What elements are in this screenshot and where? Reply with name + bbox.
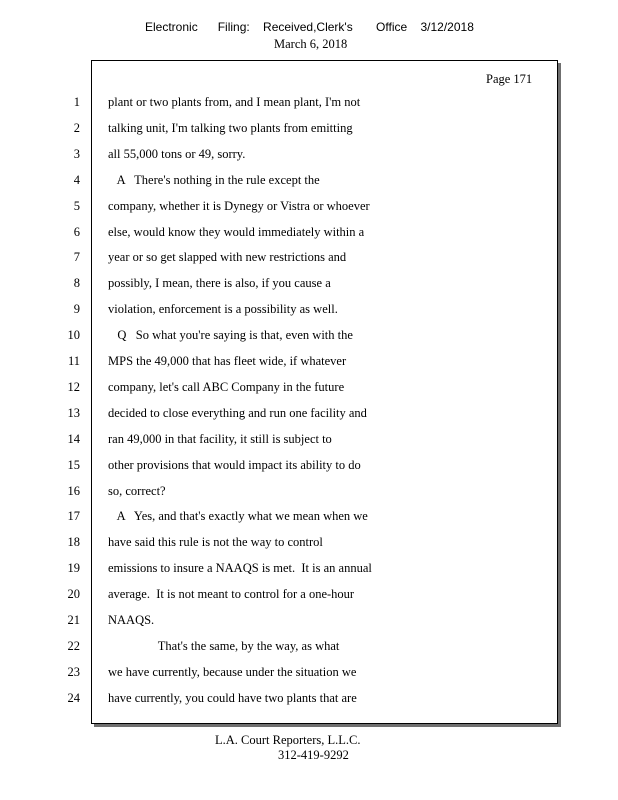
transcript-line: That's the same, by the way, as what [108,639,340,653]
transcript-line: decided to close everything and run one facility and [108,406,367,420]
footer-company: L.A. Court Reporters, L.L.C. [215,733,361,747]
footer-phone: 312-419-9292 [278,748,349,762]
line-number: 5 [73,199,80,213]
line-number: 10 [67,328,80,342]
transcript-line: company, whether it is Dynegy or Vistra or whoever [108,199,370,213]
line-number: 21 [67,613,80,627]
line-number: 20 [67,587,80,601]
line-number: 9 [73,302,80,316]
transcript-line: violation, enforcement is a possibility as well. [108,302,338,316]
line-number: 17 [67,509,80,523]
transcript-line: have currently, you could have two plants that are [108,691,357,705]
line-number: 19 [67,561,80,575]
line-number: 24 [67,691,80,705]
transcript-line: other provisions that would impact its ability to do [108,458,361,472]
transcript-line: average. It is not meant to control for a one-hour [108,587,355,601]
transcript-line: ran 49,000 in that facility, it still is subject to [108,432,332,446]
line-number: 15 [67,458,80,472]
transcript-line: so, correct? [108,484,166,498]
line-number: 14 [67,432,80,446]
line-number: 12 [67,380,80,394]
transcript-line: possibly, I mean, there is also, if you cause a [108,276,331,290]
line-number: 18 [67,535,80,549]
line-number: 8 [73,276,80,290]
transcript-line: talking unit, I'm talking two plants from emitting [108,121,353,135]
transcript-line: year or so get slapped with new restrictions and [108,250,347,264]
transcript-line: Q So what you're saying is that, even with the [108,328,353,342]
transcript-line: we have currently, because under the situation we [108,665,357,679]
transcript-line: all 55,000 tons or 49, sorry. [108,147,246,161]
transcript-line: NAAQS. [108,613,155,627]
filing-stamp: Electronic Filing: Received,Clerk's Office 3/12/2018 [145,20,474,34]
transcript-line: emissions to insure a NAAQS is met. It is an annual [108,561,372,575]
transcript-line: else, would know they would immediately within a [108,225,365,239]
line-number: 6 [73,225,80,239]
transcript-line: A There's nothing in the rule except the [108,173,320,187]
transcript-line: plant or two plants from, and I mean plant, I'm not [108,95,361,109]
line-number: 16 [67,484,80,498]
line-number: 23 [67,665,80,679]
line-number: 22 [67,639,80,653]
line-number: 13 [67,406,80,420]
transcript-line: MPS the 49,000 that has fleet wide, if whatever [108,354,347,368]
line-number: 2 [73,121,80,135]
line-number: 4 [73,173,80,187]
line-number: 7 [73,250,80,264]
page-number: Page 171 [486,72,533,86]
line-number: 11 [67,354,80,368]
transcript-line: A Yes, and that's exactly what we mean when we [108,509,368,523]
line-number: 3 [73,147,80,161]
line-number: 1 [73,95,80,109]
transcript-line: have said this rule is not the way to control [108,535,323,549]
filing-date: March 6, 2018 [274,37,348,51]
transcript-line: company, let's call ABC Company in the future [108,380,345,394]
